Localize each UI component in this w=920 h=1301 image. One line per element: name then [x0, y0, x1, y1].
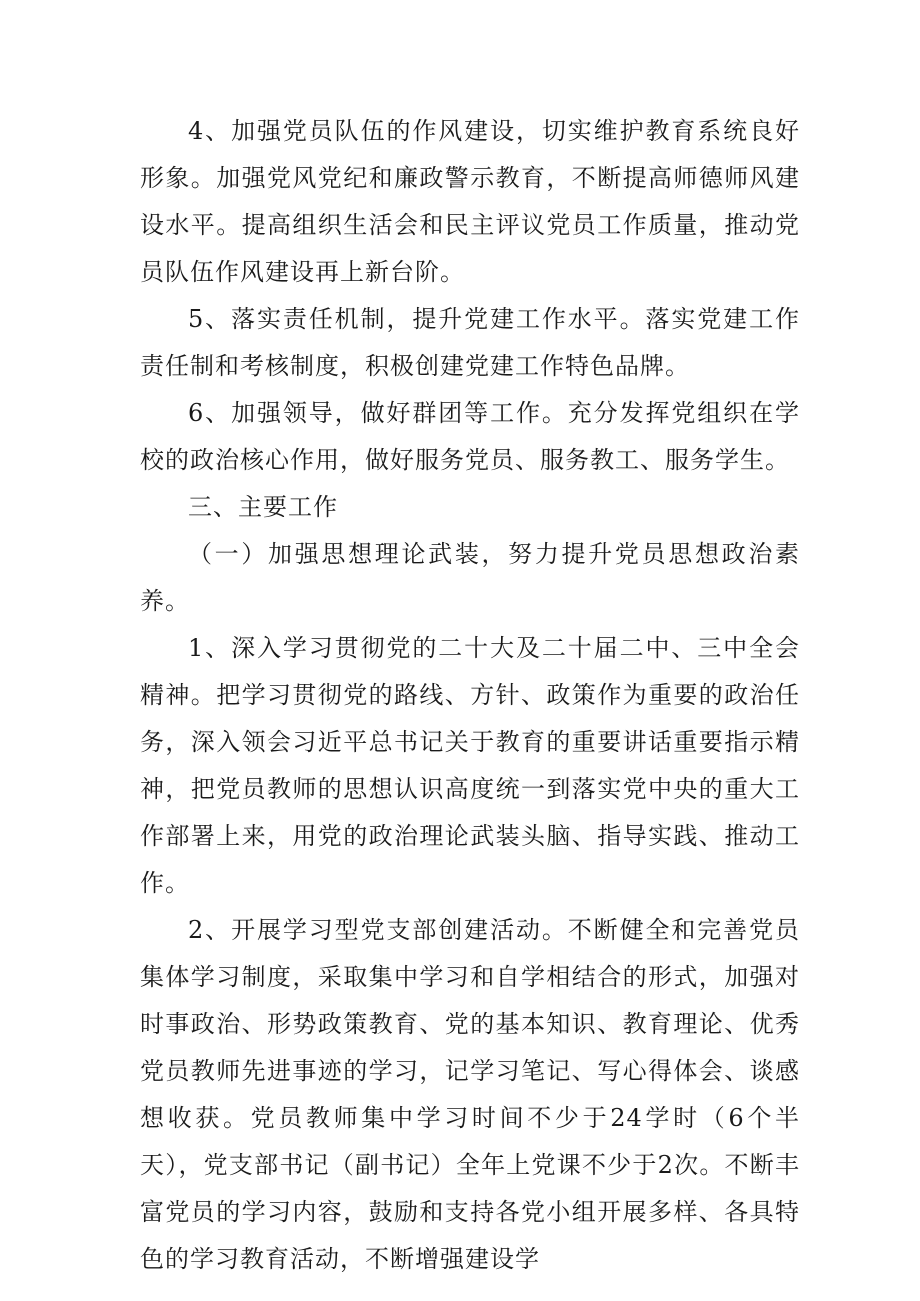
paragraph-item-5: 5、落实责任机制，提升党建工作水平。落实党建工作责任制和考核制度，积极创建党建工作特色品牌。 — [140, 305, 800, 380]
subsection-heading-1: （一）加强思想理论武装，努力提升党员思想政治素养。 — [140, 540, 800, 615]
paragraph-item-1: 1、深入学习贯彻党的二十大及二十届二中、三中全会精神。把学习贯彻党的路线、方针、政策作为重要的政治任务，深入领会习近平总书记关于教育的重要讲话重要指示精神，把党员教师的思想认识高度统一到落实党中央的重大工作部署上来，用党的政治理论武装头脑、指导实践、推动工作。 — [140, 634, 800, 897]
paragraph-item-4: 4、加强党员队伍的作风建设，切实维护教育系统良好形象。加强党风党纪和廉政警示教育，不断提高师德师风建设水平。提高组织生活会和民主评议党员工作质量，推动党员队伍作风建设再上新台阶。 — [140, 117, 800, 286]
paragraph-item-2: 2、开展学习型党支部创建活动。不断健全和完善党员集体学习制度，采取集中学习和自学相结合的形式，加强对时事政治、形势政策教育、党的基本知识、教育理论、优秀党员教师先进事迹的学习，记学习笔记、写心得体会、谈感想收获。党员教师集中学习时间不少于24学时（6个半天），党支部书记（副书记）全年上党课不少于2次。不断丰富党员的学习内容，鼓励和支持各党小组开展多样、各具特色的学习教育活动，不断增强建设学 — [140, 916, 800, 1273]
section-heading-main-work: 三、主要工作 — [188, 493, 338, 521]
document-body — [140, 108, 800, 1283]
paragraph-item-6: 6、加强领导，做好群团等工作。充分发挥党组织在学校的政治核心作用，做好服务党员、服务教工、服务学生。 — [140, 399, 800, 474]
